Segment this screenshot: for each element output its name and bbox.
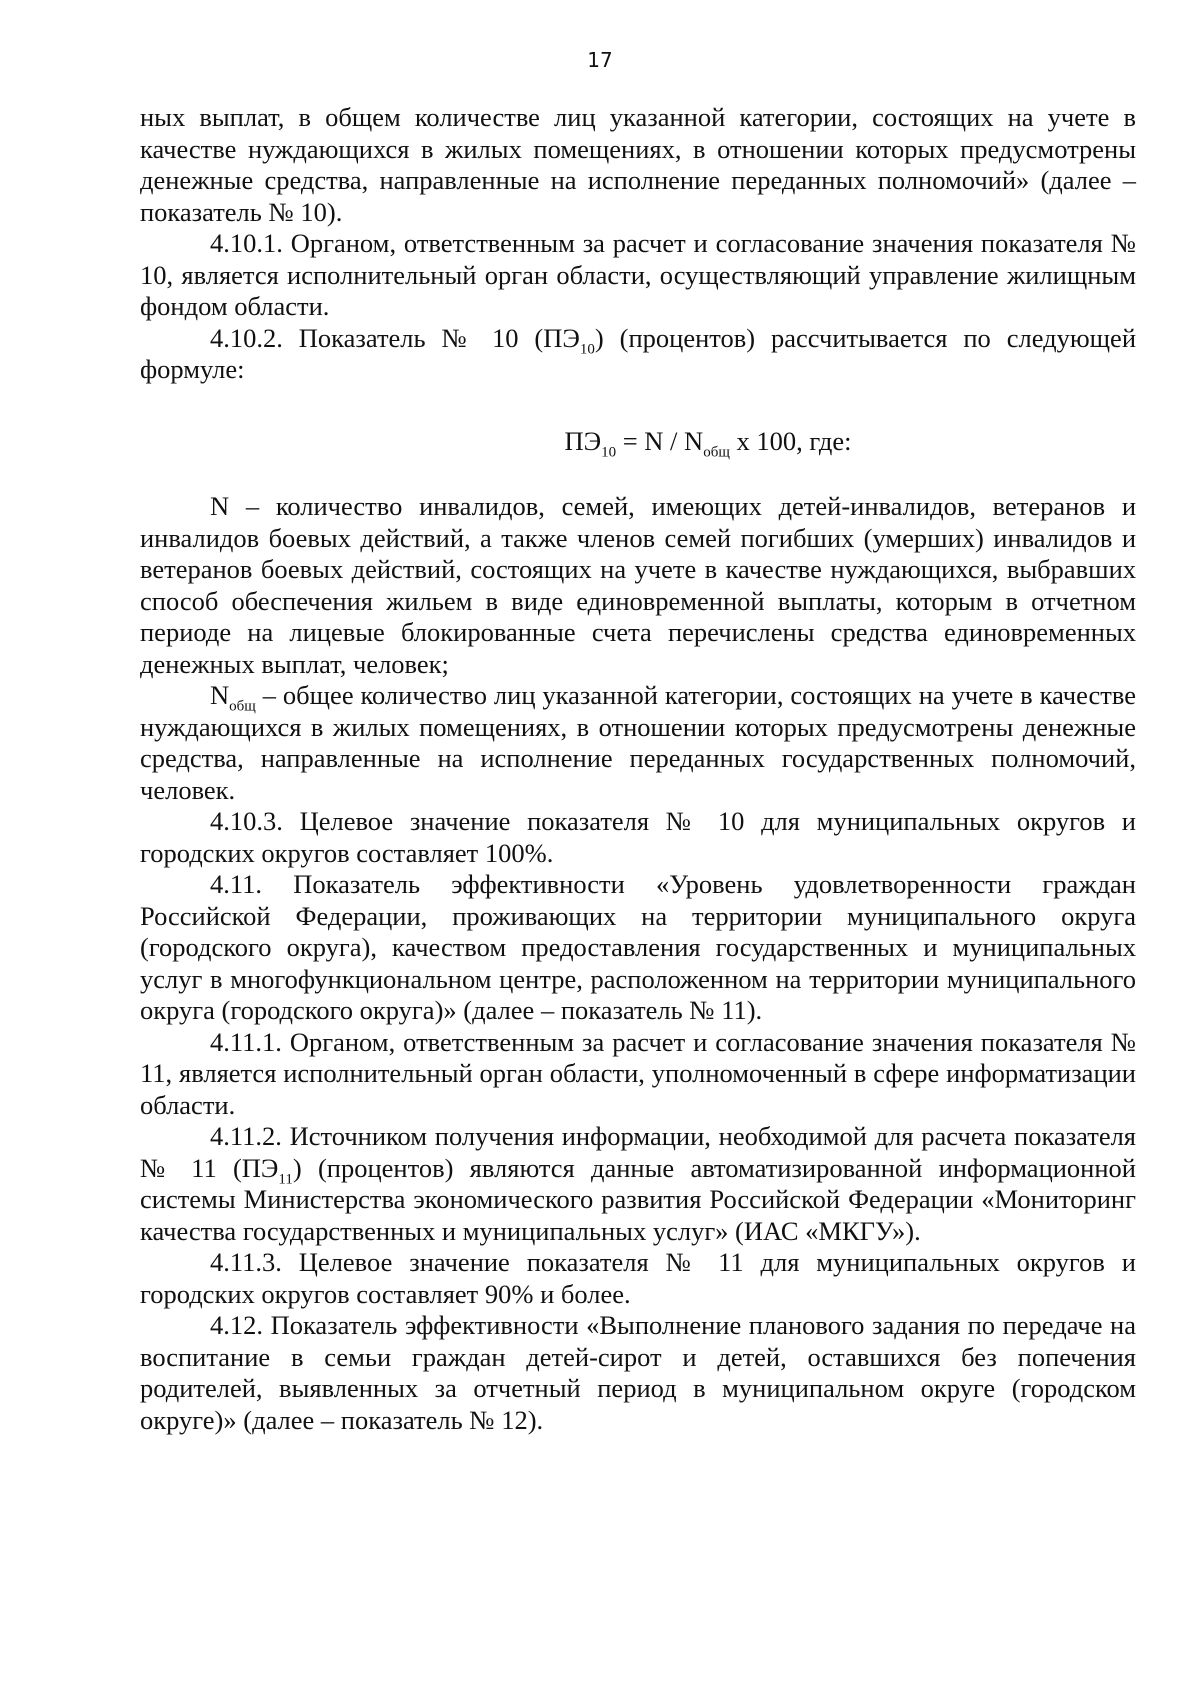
paragraph-4-11-2 (140, 1121, 1136, 1247)
paragraph-text: ) (процентов) являются данные автоматизированной информационной системы Министерства экономического развития Российской Федерации «Мониторинг качества государственных и муниципальных услуг» (ИАС «МКГУ»). (140, 1152, 1136, 1246)
paragraph-text: – общее количество лиц указанной категории, состоящих на учете в качестве нуждающихся в жилых помещениях, в отношении которых предусмотрены денежные средства, направленные на исполнение переданных государственных полномочий, человек. (140, 680, 1136, 805)
paragraph-text: 4.11.2. Источником получения информации, необходимой для расчета показателя № 11 (ПЭ (140, 1121, 1136, 1183)
paragraph-4-11: 4.11. Показатель эффективности «Уровень удовлетворенности граждан Российской Федерации, проживающих на территории муниципального округа (городского округа), качеством предоставления государственных и муниципальных услуг в многофункциональном центре, расположенном на территории муниципального округа (городского округа)» (далее – показатель № 11). (140, 869, 1136, 1025)
formula (140, 426, 1136, 458)
paragraph-4-11-1: 4.11.1. Органом, ответственным за расчет и согласование значения показателя № 11, является исполнительный орган области, уполномоченный в сфере информатизации области. (140, 1026, 1136, 1120)
definition-n-total (140, 680, 1136, 806)
paragraph-text: ) (процентов) рассчитывается по следующей формуле: (140, 322, 1136, 384)
paragraph-continuation: ных выплат, в общем количестве лиц указанной категории, состоящих на учете в качестве нуждающихся в жилых помещениях, в отношении которых предусмотрены денежные средства, направленные на исполнение переданных полномочий» (далее – показатель № 10). (140, 102, 1136, 227)
paragraph-4-10-1: 4.10.1. Органом, ответственным за расчет и согласование значения показателя № 10, является исполнительный орган области, осуществляющий управление жилищным фондом области. (140, 228, 1136, 321)
subscript: 11 (278, 1170, 293, 1187)
subscript: 10 (601, 443, 617, 460)
paragraph-4-11-3: 4.11.3. Целевое значение показателя № 11 для муниципальных округов и городских округов составляет 90% и более. (140, 1247, 1136, 1309)
paragraph-text: N (210, 680, 230, 710)
formula-text: = N / N (616, 425, 704, 456)
paragraph-4-12: 4.12. Показатель эффективности «Выполнение планового задания по передаче на воспитание в семьи граждан детей-сирот и детей, оставшихся без попечения родителей, выявленных за отчетный период в муниципальном округе (городском округе)» (далее – показатель № 12). (140, 1310, 1136, 1435)
formula-text: x 100, где: (729, 425, 852, 456)
paragraph-text: 4.10.2. Показатель № 10 (ПЭ (210, 322, 580, 353)
paragraph-4-10-2 (140, 323, 1136, 386)
page-number: 17 (587, 48, 613, 72)
definition-n: N – количество инвалидов, семей, имеющих детей-инвалидов, ветеранов и инвалидов боевых действий, а также членов семей погибших (умерших) инвалидов и ветеранов боевых действий, состоящих на учете в качестве нуждающихся, выбравших способ обеспечения жильем в виде единовременной выплаты, которым в отчетном периоде на лицевые блокированные счета перечислены средства единовременных денежных выплат, человек; (140, 491, 1136, 679)
subscript: общ (229, 698, 256, 715)
formula-text: ПЭ (564, 425, 602, 456)
paragraph-4-10-3: 4.10.3. Целевое значение показателя № 10 для муниципальных округов и городских округов составляет 100%. (140, 806, 1136, 868)
subscript: 10 (579, 340, 595, 357)
document-body (140, 102, 1136, 1436)
subscript: общ (703, 443, 730, 460)
